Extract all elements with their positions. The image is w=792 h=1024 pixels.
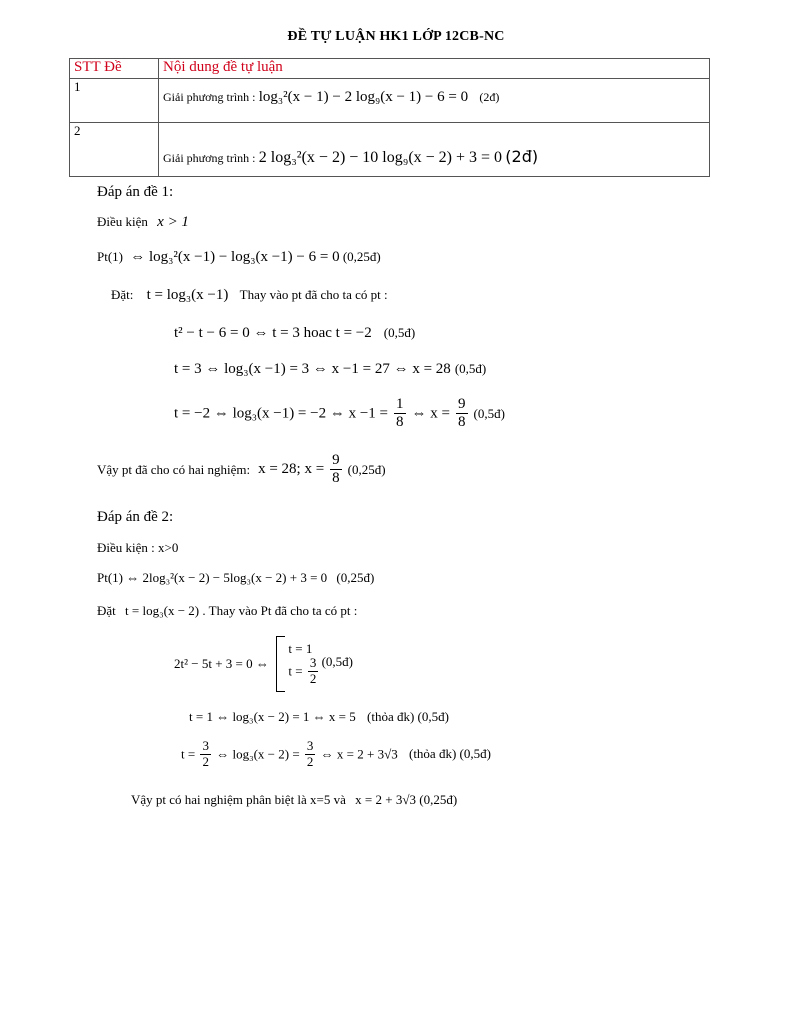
pt-label: Pt(1) bbox=[97, 249, 123, 264]
quadratic-equation: 2t² − 5t + 3 = 0 ⇔ bbox=[174, 656, 269, 671]
sub-label: Đặt: bbox=[111, 287, 134, 302]
fraction-numerator: 1 bbox=[394, 396, 406, 414]
system-bracket bbox=[276, 636, 285, 692]
answer1-case2 bbox=[174, 396, 505, 432]
fraction-denominator: 2 bbox=[309, 671, 317, 687]
question-number: 2 bbox=[70, 123, 159, 177]
case2-right: ⇔ x = 2 + 3√3 bbox=[320, 746, 398, 762]
question-number: 1 bbox=[70, 79, 159, 123]
fraction-three-halves bbox=[305, 739, 316, 770]
case1-equation: t = 1 ⇔ log₃(x − 2) = 1 ⇔ x = 5 bbox=[189, 709, 356, 724]
answer1-conclusion bbox=[97, 452, 386, 488]
answer1-substitution bbox=[111, 287, 388, 304]
question-table bbox=[69, 58, 710, 177]
answer2-case2 bbox=[181, 739, 491, 770]
question-equation: 2 log₃²(x − 2) − 10 log₉(x − 2) + 3 = 0 bbox=[258, 149, 503, 166]
sub-text: . Thay vào Pt đã cho ta có pt : bbox=[202, 603, 358, 618]
answer2-condition: Điều kiện : x>0 bbox=[97, 540, 179, 555]
question-content bbox=[159, 79, 710, 123]
question-equation: log₃²(x − 1) − 2 log₉(x − 1) − 6 = 0 bbox=[258, 89, 469, 105]
fraction-three-halves bbox=[308, 656, 319, 687]
case2-t: t = bbox=[181, 746, 196, 762]
case2-mid: ⇔ x = bbox=[411, 405, 450, 422]
option-t-equals-fraction bbox=[288, 656, 320, 687]
case1-points: (0,5đ) bbox=[454, 361, 487, 376]
conclusion-text: Vậy pt đã cho có hai nghiệm: bbox=[97, 461, 251, 477]
conclusion-equation: x = 28; x = bbox=[258, 461, 325, 478]
pt-points: (0,25đ) bbox=[336, 570, 375, 585]
answer1-equation bbox=[97, 249, 381, 266]
fraction-nine-eighths bbox=[456, 396, 468, 432]
conclusion-points: (0,25đ) bbox=[347, 461, 386, 477]
answer1-heading: Đáp án đề 1: bbox=[97, 184, 174, 200]
case1-note: (thỏa đk) (0,5đ) bbox=[367, 709, 449, 724]
fraction-one-eighth bbox=[394, 396, 406, 432]
answer1-quadratic bbox=[174, 324, 415, 342]
sub-equation: t = log₃(x − 2) bbox=[125, 603, 200, 618]
option-left: t = bbox=[288, 664, 303, 679]
answer2-substitution bbox=[97, 603, 357, 619]
quadratic-points: (0,5đ) bbox=[383, 325, 416, 340]
fraction-denominator: 8 bbox=[332, 470, 340, 487]
table-header-row bbox=[70, 59, 710, 79]
case2-points: (0,5đ) bbox=[473, 405, 505, 421]
conclusion-text: Vậy pt có hai nghiệm phân biệt là x=5 và bbox=[131, 792, 346, 807]
answer2-quadratic bbox=[174, 636, 353, 692]
question-prefix: Giải phương trình : bbox=[163, 151, 256, 165]
case1-equation: t = 3 ⇔ log₃(x −1) = 3 ⇔ x −1 = 27 ⇔ x = 28 bbox=[174, 361, 451, 377]
answer2-equation bbox=[97, 570, 374, 586]
fraction-three-halves bbox=[200, 739, 211, 770]
case2-mid: ⇔ log₃(x − 2) = bbox=[216, 746, 300, 762]
fraction-numerator: 9 bbox=[456, 396, 468, 414]
case2-note: (thỏa đk) (0,5đ) bbox=[408, 746, 491, 762]
condition-expression: x > 1 bbox=[157, 214, 189, 230]
fraction-numerator: 3 bbox=[309, 655, 317, 671]
fraction-numerator: 3 bbox=[306, 738, 314, 753]
fraction-nine-eighths bbox=[330, 452, 342, 488]
case2-equation: t = −2 ⇔ log₃(x −1) = −2 ⇔ x −1 = bbox=[174, 405, 389, 422]
sub-text: Thay vào pt đã cho ta có pt : bbox=[239, 287, 388, 302]
document-title: ĐỀ TỰ LUẬN HK1 LỚP 12CB-NC bbox=[287, 29, 505, 44]
pt-equation: Pt(1) ⇔ 2log₃²(x − 2) − 5log₃(x − 2) + 3 = 0 bbox=[97, 570, 328, 585]
fraction-numerator: 3 bbox=[202, 738, 209, 753]
question-prefix: Giải phương trình : bbox=[163, 90, 256, 104]
fraction-denominator: 8 bbox=[396, 414, 404, 431]
sub-label: Đặt bbox=[97, 603, 116, 618]
system-options bbox=[288, 641, 320, 687]
question-points: (2đ) bbox=[479, 90, 500, 104]
fraction-numerator: 9 bbox=[330, 452, 342, 470]
conclusion-equation: x = 2 + 3√3 bbox=[355, 792, 416, 807]
quadratic-points: (0,5đ) bbox=[321, 654, 353, 669]
answer1-case1 bbox=[174, 360, 486, 378]
fraction-denominator: 8 bbox=[458, 414, 466, 431]
answer1-condition bbox=[97, 214, 189, 231]
sub-equation: t = log₃(x −1) bbox=[146, 287, 229, 303]
table-row bbox=[70, 79, 710, 123]
pt-points: (0,25đ) bbox=[342, 249, 381, 264]
option-t-equals-1: t = 1 bbox=[288, 640, 313, 656]
answer2-conclusion bbox=[131, 792, 457, 808]
condition-label: Điều kiện bbox=[97, 214, 148, 229]
column-header-content: Nội dung đề tự luận bbox=[159, 59, 710, 79]
table-row bbox=[70, 123, 710, 177]
fraction-denominator: 2 bbox=[202, 753, 209, 769]
quadratic-equation: t² − t − 6 = 0 ⇔ t = 3 hoac t = −2 bbox=[174, 325, 372, 341]
question-content bbox=[159, 123, 710, 177]
pt-equation: ⇔ log₃²(x −1) − log₃(x −1) − 6 = 0 bbox=[130, 249, 340, 265]
answer2-case1 bbox=[189, 709, 449, 725]
conclusion-points: (0,25đ) bbox=[419, 792, 458, 807]
question-points: (2đ) bbox=[505, 147, 539, 166]
answer2-heading: Đáp án đề 2: bbox=[97, 509, 174, 525]
fraction-denominator: 2 bbox=[306, 753, 314, 769]
column-header-stt: STT Đề bbox=[70, 59, 159, 79]
